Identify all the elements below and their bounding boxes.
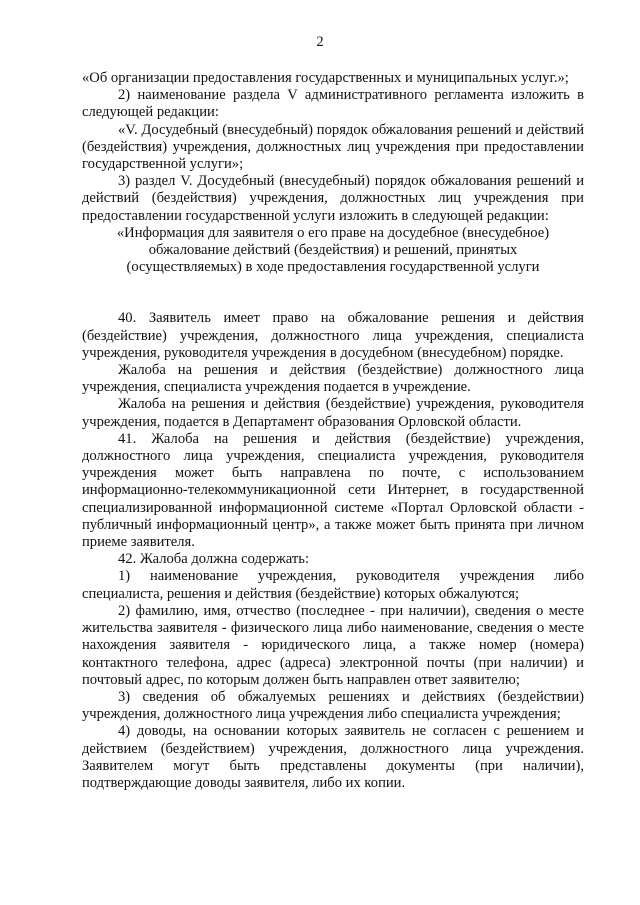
paragraph-section-title: «V. Досудебный (внесудебный) порядок обжалования решений и действий (бездействия) учреждения, должностных лиц учреждения при предоставлении государственной услуги»; (82, 121, 584, 173)
document-body (82, 70, 584, 792)
section-heading-line: «Информация для заявителя о его праве на досудебное (внесудебное) (116, 224, 550, 241)
paragraph-42-item-1: 1) наименование учреждения, руководителя учреждения либо специалиста, решения и действия (бездействие) которых обжалуются; (82, 568, 584, 602)
paragraph-quote-end: «Об организации предоставления государственных и муниципальных услуг.»; (82, 70, 569, 86)
paragraph-42: 42. Жалоба должна содержать: (118, 551, 309, 568)
page-number: 2 (316, 34, 324, 50)
paragraph-42-item-3: 3) сведения об обжалуемых решениях и действиях (бездействии) учреждения, должностного лица учреждения либо специалиста учреждения; (82, 688, 584, 723)
paragraph-40: 40. Заявитель имеет право на обжалование решения и действия (бездействие) учреждения, должностного лица учреждения, специалиста учреждения, руководителя учреждения в досудебном (внесудебном) порядке. (82, 310, 584, 361)
paragraph-41: 41. Жалоба на решения и действия (бездействие) учреждения, должностного лица учреждения, специалиста учреждения, руководителя учреждения может быть направлена по почте, с использованием информационно-телекоммуникационной сети Интернет, в государственной специализированной информационной системе «Портал Орловской области - публичный информационный центр», а также может быть принята при личном приеме заявителя. (82, 430, 584, 551)
paragraph-42-item-2: 2) фамилию, имя, отчество (последнее - при наличии), сведения о месте жительства заявителя - физического лица либо наименование, сведения о месте нахождения заявителя - юридического лица, а также номер (номера) контактного телефона, адрес (адреса) электронной почты (при наличии) и почтовый адрес, по которым должен быть направлен ответ заявителю; (82, 602, 584, 688)
paragraph-42-item-4: 4) доводы, на основании которых заявитель не согласен с решением и действием (бездействием) учреждения, должностного лица учреждения. Заявителем могут быть представлены документы (при наличии), подтверждающие доводы заявителя, либо их копии. (82, 723, 584, 791)
section-heading-line: (осуществляемых) в ходе предоставления государственной услуги (126, 259, 540, 276)
paragraph-40-complaint-official: Жалоба на решения и действия (бездействие) должностного лица учреждения, специалиста учреждения подается в учреждение. (82, 362, 584, 396)
paragraph-40-complaint-head: Жалоба на решения и действия (бездействие) учреждения, руководителя учреждения, подается в Департамент образования Орловской области. (82, 396, 584, 430)
paragraph-item-3: 3) раздел V. Досудебный (внесудебный) порядок обжалования решений и действий (бездействия) учреждения, должностных лиц учреждения при предоставлении государственной услуги изложить в следующей редакции: (82, 173, 584, 224)
section-heading-line: обжалование действий (бездействия) и решений, принятых (148, 242, 518, 259)
paragraph-item-2: 2) наименование раздела V административного регламента изложить в следующей редакции: (82, 87, 584, 121)
spacer (82, 276, 584, 310)
section-heading (82, 225, 584, 277)
